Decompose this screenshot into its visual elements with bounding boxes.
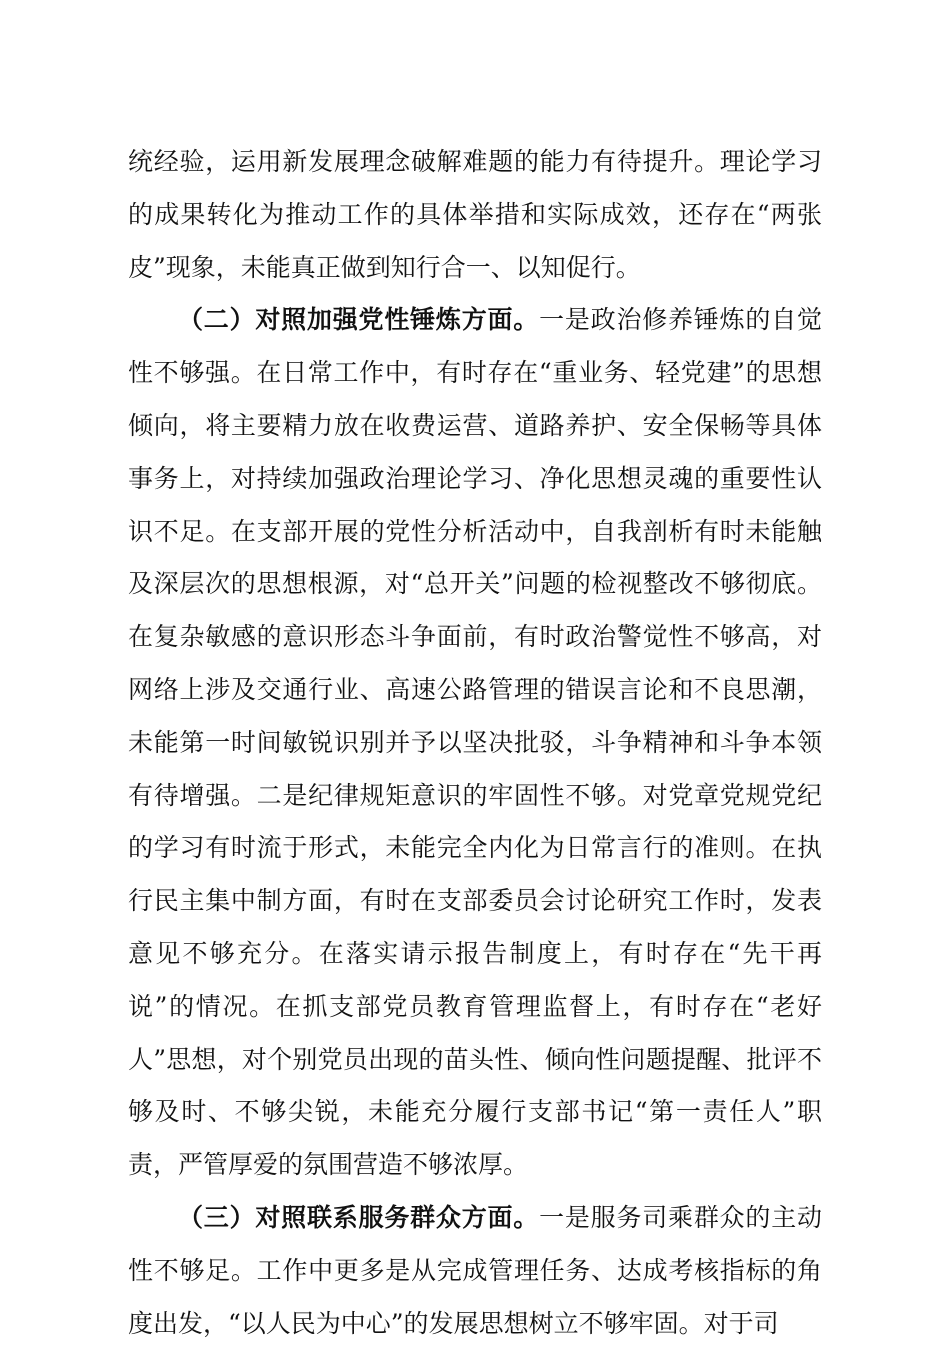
section-heading-2: （二）对照加强党性锤炼方面。 [178,305,540,335]
document-body [128,136,822,1350]
paragraph-1 [128,136,822,294]
paragraph-3-text: 一是服务司乘群众的主动性不够足。工作中更多是从完成管理任务、达成考核指标的角度出发，“以人民为中心”的发展思想树立不够牢固。对于司 [128,1202,822,1338]
paragraph-2-text: 一是政治修养锤炼的自觉性不够强。在日常工作中，有时存在“重业务、轻党建”的思想倾向，将主要精力放在收费运营、道路养护、安全保畅等具体事务上，对持续加强政治理论学习、净化思想灵魂的重要性认识不足。在支部开展的党性分析活动中，自我剖析有时未能触及深层次的思想根源，对“总开关”问题的检视整改不够彻底。在复杂敏感的意识形态斗争面前，有时政治警觉性不够高，对网络上涉及交通行业、高速公路管理的错误言论和不良思潮，未能第一时间敏锐识别并予以坚决批驳，斗争精神和斗争本领有待增强。二是纪律规矩意识的牢固性不够。对党章党规党纪的学习有时流于形式，未能完全内化为日常言行的准则。在执行民主集中制方面，有时在支部委员会讨论研究工作时，发表意见不够充分。在落实请示报告制度上，有时存在“先干再说”的情况。在抓支部党员教育管理监督上，有时存在“老好人”思想，对个别党员出现的苗头性、倾向性问题提醒、批评不够及时、不够尖锐，未能充分履行支部书记“第一责任人”职责，严管厚爱的氛围营造不够浓厚。 [128,305,822,1180]
section-heading-3: （三）对照联系服务群众方面。 [178,1202,540,1232]
paragraph-3 [128,1192,822,1350]
paragraph-1-text: 统经验，运用新发展理念破解难题的能力有待提升。理论学习的成果转化为推动工作的具体举措和实际成效，还存在“两张皮”现象，未能真正做到知行合一、以知促行。 [128,147,822,282]
paragraph-2 [128,294,822,1192]
